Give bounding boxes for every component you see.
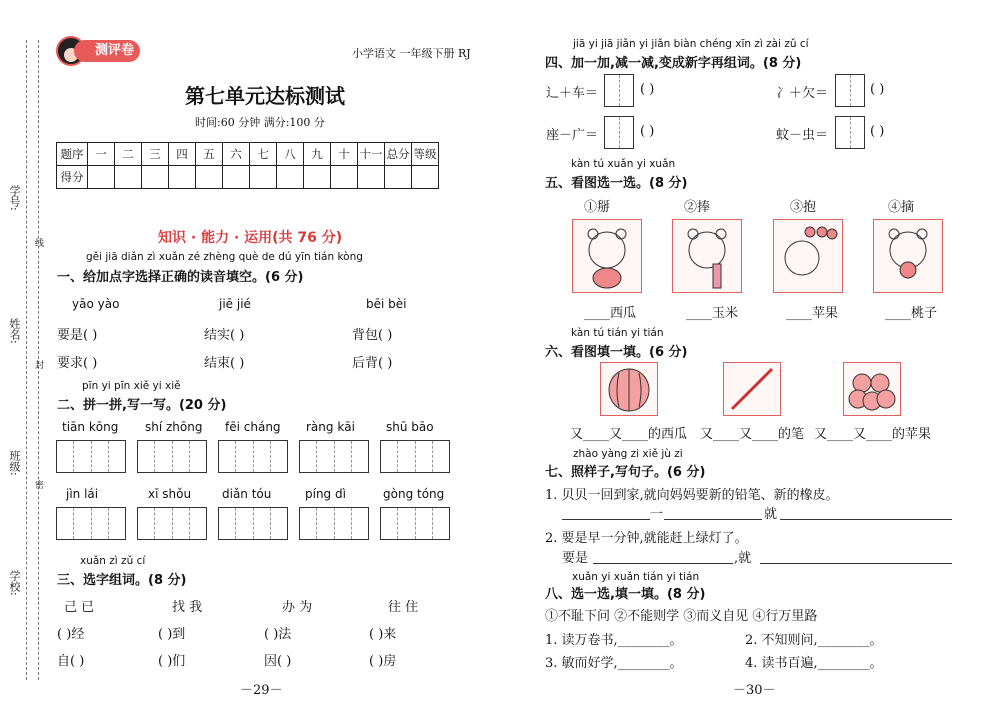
q1-item[interactable]: 后背( ) [352,356,393,371]
q3-blank[interactable]: 因( ) [264,654,292,669]
q3-blank[interactable]: ( )们 [158,654,186,669]
q2-pinyin-word: jìn lái [66,487,99,501]
writing-box[interactable] [380,507,450,540]
bear-picture [672,219,742,293]
q8-options: ①不耻下问 ②不能则学 ③而义自见 ④行万里路 [545,609,818,624]
writing-box[interactable] [56,440,126,473]
bear-picture [873,219,943,293]
q5-blank[interactable]: ____桃子 [885,306,938,321]
q1-options: jiē jié [219,297,251,311]
q8-item[interactable]: 4. 读书百遍,________。 [745,656,883,671]
q1-item[interactable]: 结束( ) [204,356,245,371]
writing-box[interactable] [218,440,288,473]
answer-line[interactable] [664,519,762,520]
writing-box[interactable] [137,440,207,473]
page-subtitle: 时间:60 分钟 满分:100 分 [195,116,325,129]
q5-blank[interactable]: ____苹果 [786,306,839,321]
score-cell[interactable] [169,166,196,189]
bear-icon [573,220,641,292]
bear-icon [673,220,741,292]
q1-item[interactable]: 要求( ) [57,356,98,371]
score-cell[interactable] [88,166,115,189]
q3-blank[interactable]: 自( ) [57,654,85,669]
q2-pinyin-word: xī shǒu [148,487,192,501]
score-cell[interactable] [142,166,169,189]
bear-icon [874,220,942,292]
q6-blank[interactable]: 又____又____的西瓜 [570,427,688,442]
table-cell: 三 [142,143,169,166]
q3-blank[interactable]: ( )法 [264,627,292,642]
watermelon-icon [601,363,657,415]
score-cell[interactable] [250,166,277,189]
q3-blank[interactable]: ( )房 [369,654,397,669]
answer-line[interactable] [562,519,650,520]
q5-option: ④摘 [888,200,915,215]
q2-pinyin: pīn yi pīn xiě yi xiě [82,380,181,392]
q4-paren[interactable]: ( ) [870,82,885,97]
q3-char-pair: 往 住 [388,600,419,615]
writing-box[interactable] [299,440,369,473]
page-title: 第七单元达标测试 [185,84,345,108]
watermelon-picture [600,362,658,416]
answer-box[interactable] [835,116,865,149]
q6-blank[interactable]: 又____又____的笔 [700,427,805,442]
writing-box[interactable] [218,507,288,540]
q2-title: 二、拼一拼,写一写。(20 分) [57,398,227,413]
score-cell[interactable] [115,166,142,189]
margin-mark: 线 [33,238,43,247]
bear-picture [572,219,642,293]
table-cell: 一 [88,143,115,166]
q3-blank[interactable]: ( )经 [57,627,85,642]
writing-box[interactable] [299,507,369,540]
q7-fill-word: 要是 [562,551,589,566]
q1-options: bēi bèi [366,297,407,311]
table-cell: 十 [331,143,358,166]
score-table [56,142,439,189]
q5-title: 五、看图选一选。(8 分) [545,176,688,191]
q2-pinyin-word: píng dì [305,487,346,501]
name-label: 姓名: [8,318,21,344]
q5-blank[interactable]: ____玉米 [686,306,739,321]
student-id-label: 学号: [8,185,21,211]
q2-pinyin-word: ràng kāi [306,420,355,434]
q6-title: 六、看图填一填。(6 分) [545,345,688,360]
q7-sentence: 1. 贝贝一回到家,就向妈妈要新的铅笔、新的橡皮。 [545,488,839,503]
q2-pinyin-word: diǎn tóu [222,487,272,501]
table-cell: 九 [304,143,331,166]
q6-pinyin: kàn tú tián yi tián [571,327,664,339]
q3-pinyin: xuǎn zì zǔ cí [80,555,146,567]
q4-pinyin: jiā yi jiā jiǎn yi jiǎn biàn chéng xīn zì zài zǔ cí [573,38,809,50]
q3-blank[interactable]: ( )来 [369,627,397,642]
answer-box[interactable] [604,116,634,149]
q7-fill-word: 一 [650,507,664,522]
q2-pinyin-word: shí zhōng [145,420,203,434]
q4-paren[interactable]: ( ) [870,124,885,139]
q4-formula: 座－广＝ [546,128,599,143]
answer-line[interactable] [593,563,733,564]
score-cell[interactable] [358,166,385,189]
q5-pinyin: kàn tú xuǎn yi xuǎn [571,158,676,170]
q4-formula: 辶＋车＝ [546,86,599,101]
table-cell: 题序 [57,143,88,166]
q8-item[interactable]: 1. 读万卷书,________。 [545,633,683,648]
q3-title: 三、选字组词。(8 分) [57,573,187,588]
q4-formula: 冫＋欠＝ [776,86,829,101]
q2-pinyin-word: shū bāo [386,420,434,434]
score-cell[interactable] [304,166,331,189]
answer-line[interactable] [780,519,952,520]
score-cell[interactable] [223,166,250,189]
q5-blank[interactable]: ____西瓜 [584,306,637,321]
q2-pinyin-word: gòng tóng [383,487,445,501]
margin-mark: 封 [33,360,43,369]
q7-fill-word: 就 [764,507,778,522]
school-label: 学校: [8,570,21,596]
table-cell: 六 [223,143,250,166]
q4-formula: 蚊－虫＝ [776,128,829,143]
q7-title: 七、照样子,写句子。(6 分) [545,465,706,480]
q7-sentence: 2. 要是早一分钟,就能赶上绿灯了。 [545,531,748,546]
q8-item[interactable]: 2. 不知则问,________。 [745,633,883,648]
table-cell: 得分 [57,166,88,189]
bear-picture [773,219,843,293]
q1-pinyin: gěi jiā diǎn zì xuǎn zé zhèng què de dú yīn tián kòng [86,251,363,263]
score-table-header-row [57,143,439,166]
page-number: －30－ [733,683,776,698]
score-table-score-row [57,166,439,189]
writing-box[interactable] [380,440,450,473]
q3-char-pair: 己 已 [64,600,95,615]
answer-line[interactable] [760,563,952,564]
bear-icon [774,220,842,292]
q5-option: ②捧 [684,200,711,215]
q2-pinyin-word: fēi cháng [225,420,281,434]
q8-pinyin: xuǎn yi xuǎn tián yi tián [572,571,700,583]
writing-box[interactable] [137,507,207,540]
answer-box[interactable] [604,74,634,107]
pen-picture [723,362,781,416]
score-cell[interactable] [412,166,439,189]
score-cell[interactable] [331,166,358,189]
apples-icon [844,363,900,415]
q3-char-pair: 找 我 [172,600,203,615]
section-banner: 知识 · 能力 · 运用(共 76 分) [158,230,343,246]
q8-title: 八、选一选,填一填。(8 分) [545,587,706,602]
table-cell: 二 [115,143,142,166]
q5-option: ③抱 [790,200,817,215]
table-cell: 五 [196,143,223,166]
q1-item[interactable]: 背包( ) [352,328,393,343]
page-number: －29－ [240,683,283,698]
q6-blank[interactable]: 又____又____的苹果 [814,427,932,442]
q3-char-pair: 办 为 [282,600,313,615]
table-cell: 总分 [385,143,412,166]
header-info: 小学语文 一年级下册 RJ [352,47,471,60]
answer-box[interactable] [835,74,865,107]
margin-mark: 密 [33,480,43,489]
score-cell[interactable] [385,166,412,189]
apples-picture [843,362,901,416]
q1-options: yāo yào [72,297,120,311]
q4-paren[interactable]: ( ) [640,124,655,139]
class-label: 班级: [8,450,21,476]
q1-item[interactable]: 结实( ) [204,328,245,343]
q7-pinyin: zhào yàng zi xiě jù zi [573,448,683,460]
q2-pinyin-word: tiān kōng [62,420,119,434]
q5-option: ①掰 [584,200,611,215]
score-cell[interactable] [277,166,304,189]
table-cell: 四 [169,143,196,166]
q1-title: 一、给加点字选择正确的读音填空。(6 分) [57,270,304,285]
table-cell: 七 [250,143,277,166]
pen-icon [724,363,780,415]
q4-paren[interactable]: ( ) [640,82,655,97]
table-cell: 八 [277,143,304,166]
q4-title: 四、加一加,减一减,变成新字再组词。(8 分) [545,56,802,71]
table-cell: 等级 [412,143,439,166]
test-badge: 测评卷 [74,40,140,62]
q8-item[interactable]: 3. 敏而好学,________。 [545,656,683,671]
q3-blank[interactable]: ( )到 [158,627,186,642]
score-cell[interactable] [196,166,223,189]
q1-item[interactable]: 要是( ) [57,328,98,343]
binding-line [26,40,27,680]
table-cell: 十一 [358,143,385,166]
q7-fill-word: ,就 [734,551,752,566]
writing-box[interactable] [56,507,126,540]
